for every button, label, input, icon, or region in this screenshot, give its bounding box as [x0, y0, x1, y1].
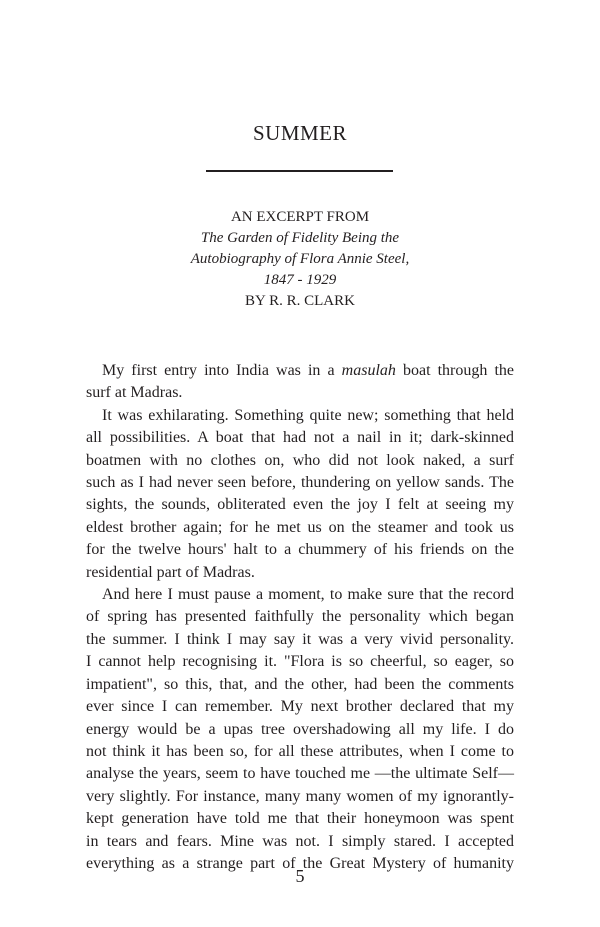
text-line: I cannot help recognising it. "Flora is so cheerful, so eager, so — [86, 653, 514, 671]
text-line: everything as a strange part of the Great Mystery of humanity — [86, 854, 514, 872]
text-line: of spring has presented faithfully the personality which began — [86, 608, 514, 626]
text-line: analyse the years, seem to have touched me —the ultimate Self— — [86, 765, 514, 783]
text-line: residential part of Madras. — [86, 563, 255, 581]
italic-term: masulah — [341, 362, 396, 379]
source-title-line-1: The Garden of Fidelity Being the — [200, 230, 400, 246]
text-line: all possibilities. A boat that had not a nail in it; dark-skinned — [86, 429, 514, 447]
text-line: such as I had never seen before, thundering on yellow sands. The — [86, 474, 514, 492]
excerpt-attribution — [0, 207, 600, 312]
text-line: for the twelve hours' halt to a chummery of his friends on the — [86, 541, 514, 559]
body-text — [86, 360, 514, 875]
text-line: ever since I can remember. My next brother declared that my — [86, 698, 514, 716]
source-dates: 1847 - 1929 — [263, 272, 337, 288]
text-line: energy would be a upas tree overshadowing all my life. I do — [86, 720, 514, 738]
paragraph — [86, 405, 514, 584]
text-line: the summer. I think I may say it was a very vivid personality. — [86, 630, 514, 648]
text-line: in tears and fears. Mine was not. I simply stared. I accepted — [86, 832, 514, 850]
byline: BY R. R. CLARK — [245, 293, 355, 309]
text-line: kept generation have told me that their honeymoon was spent — [86, 810, 514, 828]
text-line: And here I must pause a moment, to make sure that the record — [102, 586, 514, 604]
text-line: eldest brother again; for he met us on the steamer and took us — [86, 518, 514, 536]
text-line: boatmen with no clothes on, who did not look naked, a surf — [86, 451, 514, 469]
excerpt-intro: AN EXCERPT FROM — [230, 209, 370, 225]
text-line: not think it has been so, for all these attributes, when I come to — [86, 742, 514, 760]
text-line: impatient", so this, that, and the other, had been the comments — [86, 675, 514, 693]
text-line: My first entry into India was in a masulah boat through the — [102, 362, 514, 379]
text-line: sights, the sounds, obliterated even the joy I felt at seeing my — [86, 496, 514, 514]
chapter-title: SUMMER — [252, 121, 348, 145]
source-title-line-2: Autobiography of Flora Annie Steel, — [190, 251, 410, 267]
title-divider — [206, 170, 393, 172]
text-line: It was exhilarating. Something quite new; something that held — [102, 406, 514, 424]
paragraph — [86, 360, 514, 405]
text-line: very slightly. For instance, many many women of my ignorantly- — [86, 787, 514, 805]
text-line: surf at Madras. — [86, 384, 183, 402]
page-number: 5 — [295, 866, 305, 886]
paragraph — [86, 584, 514, 875]
